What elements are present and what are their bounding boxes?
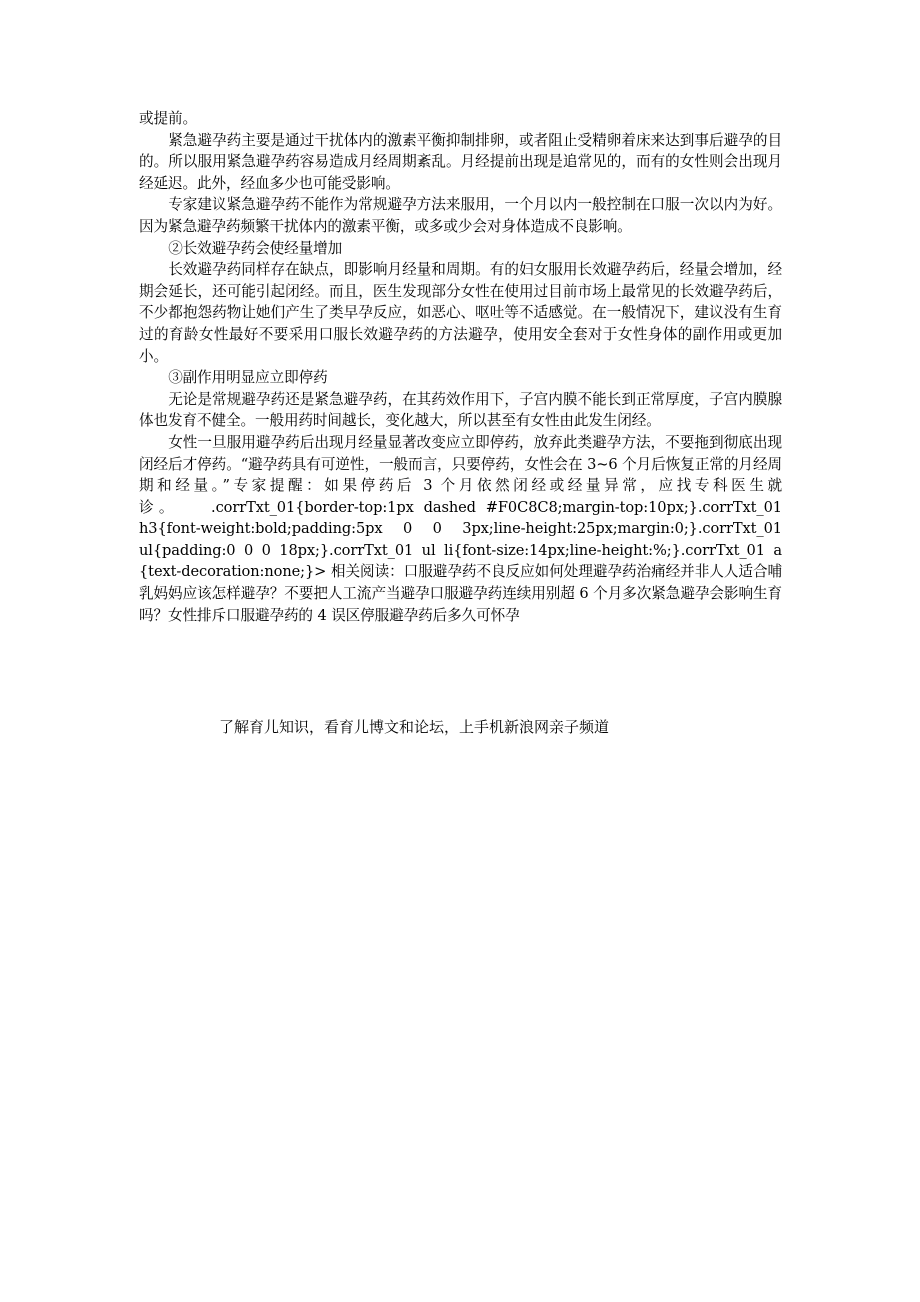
paragraph-6: 女性一旦服用避孕药后出现月经量显著改变应立即停药，放弃此类避孕方法，不要拖到彻底出现闭经后才停药。“避孕药具有可逆性，一般而言，只要停药，女性会在 3~6 个月后恢复正常的月经周期和经量。”专家提醒：如果停药后 3 个月依然闭经或经量异常，应找专科医生就诊。 .corrTxt_01{border-top:1px dashed #F0C8C8;margin-top:10px;}.corrTxt_01 h3{font-weight:bold;padding:5px 0 0 3px;line-height:25px;margin:0;}.corrTxt_01 ul{padding:0 0 0 18px;}.corrTxt_01 ul li{font-size:14px;line-height:%;}.corrTxt_01 a {text-decoration:none;}> 相关阅读：口服避孕药不良反应如何处理避孕药治痛经并非人人适合哺乳妈妈应该怎样避孕？不要把人工流产当避孕口服避孕药连续用别超 6 个月多次紧急避孕会影响生育吗？女性排斥口服避孕药的 4 误区停服避孕药后多久可怀孕 [139, 433, 782, 624]
paragraph-2: 紧急避孕药主要是通过干扰体内的激素平衡抑制排卵，或者阻止受精卵着床来达到事后避孕的目的。所以服用紧急避孕药容易造成月经周期紊乱。月经提前出现是追常见的，而有的女性则会出现月经延迟。此外，经血多少也可能受影响。 [139, 131, 782, 192]
paragraph-1: 或提前。 [139, 110, 197, 127]
paragraph-3: 专家建议紧急避孕药不能作为常规避孕方法来服用，一个月以内一般控制在口服一次以内为好。因为紧急避孕药频繁干扰体内的激素平衡，或多或少会对身体造成不良影响。 [139, 196, 782, 235]
paragraph-5: 无论是常规避孕药还是紧急避孕药，在其药效作用下，子宫内膜不能长到正常厚度，子宫内膜腺体也发育不健全。一般用药时间越长，变化越大，所以甚至有女性由此发生闭经。 [139, 390, 782, 430]
subheading-3: ③副作用明显应立即停药 [168, 369, 328, 387]
paragraph-4: 长效避孕药同样存在缺点，即影响月经量和周期。有的妇女服用长效避孕药后，经量会增加，经期会延长，还可能引起闭经。而且，医生发现部分女性在使用过目前市场上最常见的长效避孕药后，不少都抱怨药物让她们产生了类早孕反应，如恶心、呕吐等不适感觉。在一般情况下，建议没有生育过的育龄女性最好不要采用口服长效避孕药的方法避孕，使用安全套对于女性身体的副作用或更加小。 [139, 261, 782, 365]
subheading-2: ②长效避孕药会使经量增加 [168, 239, 343, 257]
document-body [139, 108, 782, 626]
footer-promo-text: 了解育儿知识，看育儿博文和论坛，上手机新浪网亲子频道 [219, 718, 610, 736]
